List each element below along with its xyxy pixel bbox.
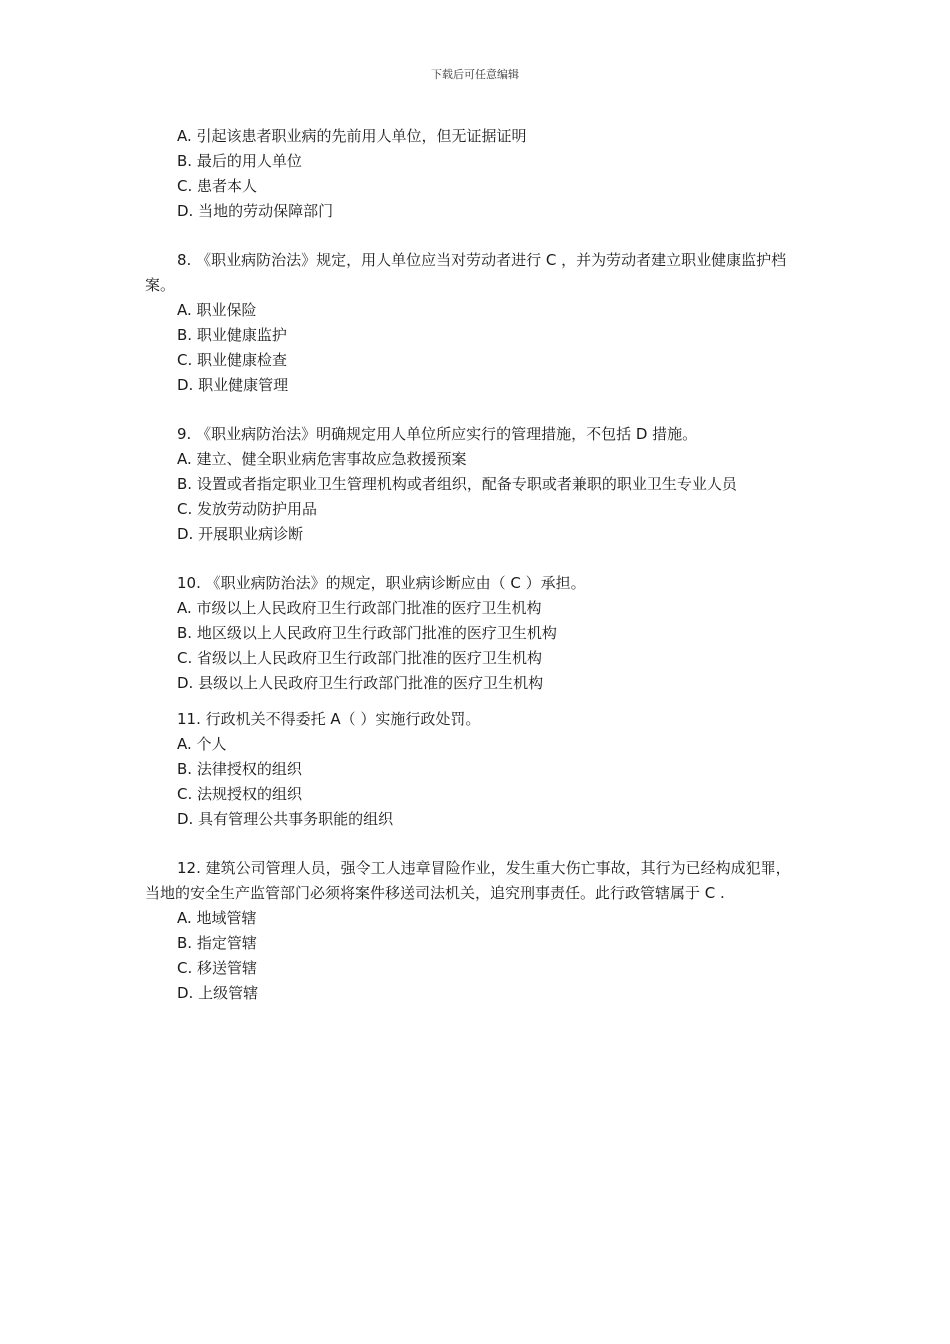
option-d: D. 开展职业病诊断 xyxy=(177,525,304,543)
option-d: D. 具有管理公共事务职能的组织 xyxy=(177,810,394,828)
question-stem: 10. 《职业病防治法》的规定，职业病诊断应由（ C ）承担。 xyxy=(177,574,586,592)
document-body xyxy=(145,124,805,1006)
question-7-options xyxy=(145,124,805,224)
option-d: D. 当地的劳动保障部门 xyxy=(177,202,334,220)
question-stem: 12. 建筑公司管理人员，强令工人违章冒险作业，发生重大伤亡事故，其行为已经构成犯罪，当地的安全生产监管部门必须将案件移送司法机关，追究刑事责任。此行政管辖属于 C . xyxy=(145,859,791,902)
question-8 xyxy=(145,248,805,398)
option-c: C. 移送管辖 xyxy=(177,959,258,977)
option-b: B. 指定管辖 xyxy=(177,934,257,952)
option-c: C. 职业健康检查 xyxy=(177,351,288,369)
option-a: A. 引起该患者职业病的先前用人单位，但无证据证明 xyxy=(177,127,527,145)
option-a: A. 职业保险 xyxy=(177,301,257,319)
option-c: C. 省级以上人民政府卫生行政部门批准的医疗卫生机构 xyxy=(177,649,543,667)
question-12 xyxy=(145,856,805,1006)
option-b: B. 法律授权的组织 xyxy=(177,760,302,778)
question-stem: 9. 《职业病防治法》明确规定用人单位所应实行的管理措施，不包括 D 措施。 xyxy=(177,425,698,443)
question-stem: 11. 行政机关不得委托 A（ ）实施行政处罚。 xyxy=(177,710,481,728)
option-a: A. 个人 xyxy=(177,735,227,753)
option-d: D. 县级以上人民政府卫生行政部门批准的医疗卫生机构 xyxy=(177,674,544,692)
question-10 xyxy=(145,571,805,696)
option-c: C. 法规授权的组织 xyxy=(177,785,303,803)
question-11 xyxy=(145,707,805,832)
option-d: D. 职业健康管理 xyxy=(177,376,289,394)
question-9 xyxy=(145,422,805,547)
page-header: 下载后可任意编辑 xyxy=(431,68,519,81)
option-c: C. 发放劳动防护用品 xyxy=(177,500,318,518)
option-c: C. 患者本人 xyxy=(177,177,258,195)
option-b: B. 最后的用人单位 xyxy=(177,152,302,170)
option-b: B. 设置或者指定职业卫生管理机构或者组织，配备专职或者兼职的职业卫生专业人员 xyxy=(177,475,737,493)
option-a: A. 地域管辖 xyxy=(177,909,257,927)
question-stem: 8. 《职业病防治法》规定，用人单位应当对劳动者进行 C ，并为劳动者建立职业健康监护档案。 xyxy=(145,251,787,294)
option-d: D. 上级管辖 xyxy=(177,984,259,1002)
option-a: A. 建立、健全职业病危害事故应急救援预案 xyxy=(177,450,467,468)
option-a: A. 市级以上人民政府卫生行政部门批准的医疗卫生机构 xyxy=(177,599,542,617)
option-b: B. 地区级以上人民政府卫生行政部门批准的医疗卫生机构 xyxy=(177,624,557,642)
option-b: B. 职业健康监护 xyxy=(177,326,287,344)
